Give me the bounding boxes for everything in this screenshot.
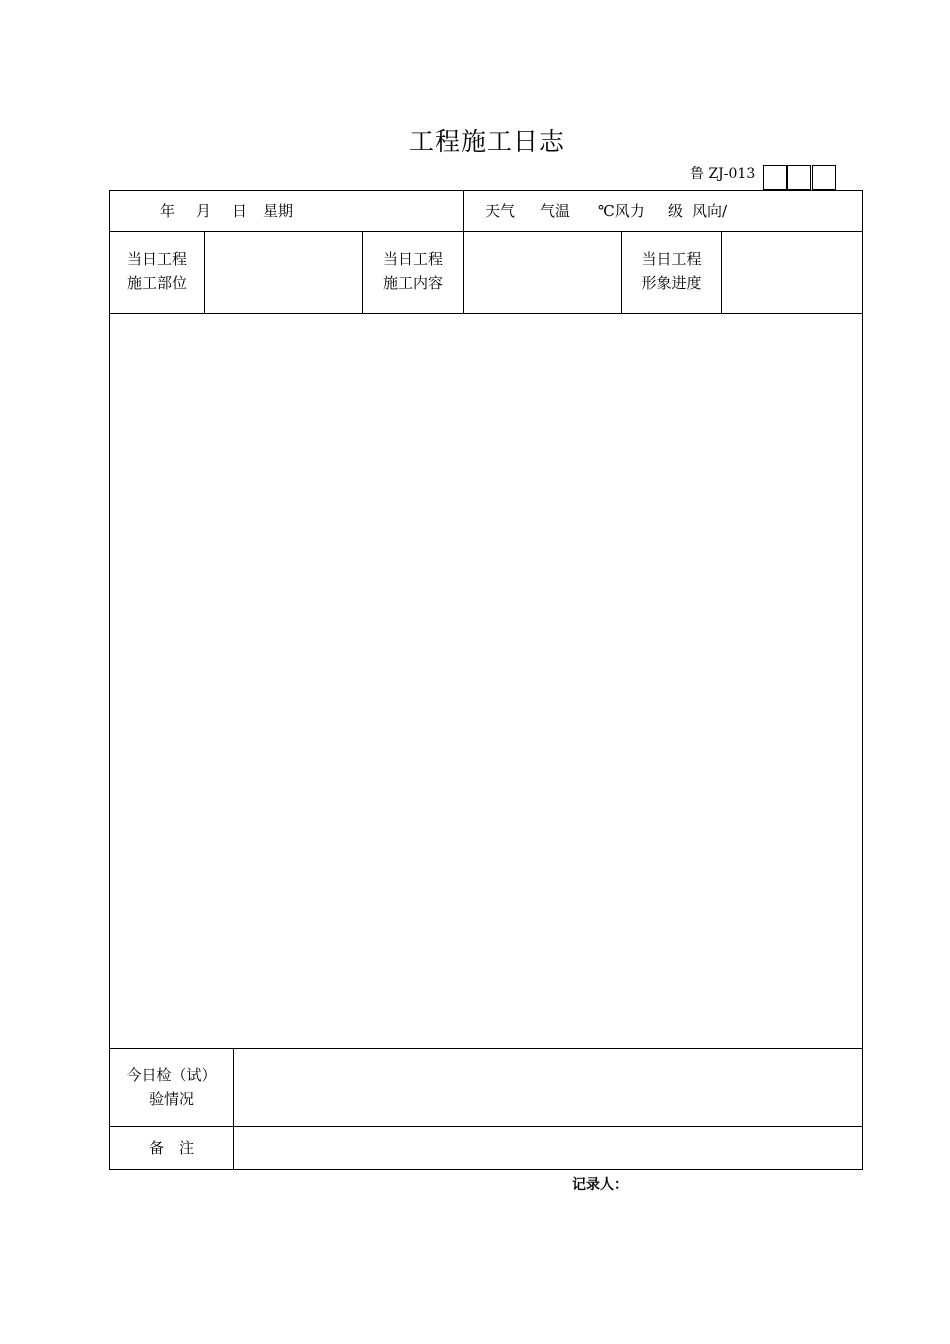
- inspection-label-line2: 验情况: [148, 1090, 194, 1108]
- row-divider-2: [109, 313, 863, 314]
- form-number-box-2[interactable]: [787, 165, 811, 190]
- daily-record-area[interactable]: [116, 320, 856, 1040]
- progress-label: [622, 247, 721, 295]
- weather-label: 天气: [485, 202, 516, 220]
- date-weekday-label: 星期: [263, 202, 294, 220]
- form-number-box-3[interactable]: [812, 165, 836, 190]
- temperature-label: 气温: [540, 202, 571, 220]
- celsius-wind-label: ℃风力: [598, 202, 645, 220]
- location-label: [110, 247, 204, 295]
- content-label: [363, 247, 463, 295]
- content-label-line1: 当日工程: [382, 250, 443, 268]
- table-bottom-border: [109, 1169, 863, 1170]
- col-divider-d: [721, 231, 722, 314]
- date-month-label: 月: [196, 202, 212, 220]
- content-field[interactable]: [469, 247, 617, 307]
- date-year-label: 年: [160, 202, 176, 220]
- table-right-border: [862, 190, 863, 1170]
- form-number-box-1[interactable]: [763, 165, 787, 190]
- location-label-line2: 施工部位: [126, 274, 187, 292]
- table-top-border: [109, 190, 863, 191]
- table-left-border: [109, 190, 110, 1170]
- location-field[interactable]: [210, 247, 358, 307]
- col-divider-a: [204, 231, 205, 314]
- inspection-field[interactable]: [240, 1055, 856, 1121]
- form-code: 鲁 ZJ-013: [690, 166, 756, 182]
- wind-level-label: 级: [668, 202, 684, 220]
- col-divider-bottom: [233, 1048, 234, 1170]
- inspection-label: [110, 1063, 233, 1111]
- remarks-label: 备 注: [148, 1139, 194, 1157]
- remarks-field[interactable]: [240, 1132, 856, 1164]
- row-divider-3: [109, 1048, 863, 1049]
- inspection-label-line1: 今日检（试）: [126, 1066, 217, 1084]
- location-label-line1: 当日工程: [126, 250, 187, 268]
- progress-field[interactable]: [727, 247, 857, 307]
- wind-direction-label: 风向/: [692, 202, 728, 220]
- content-label-line2: 施工内容: [382, 274, 443, 292]
- progress-label-line1: 当日工程: [641, 250, 702, 268]
- date-day-label: 日: [232, 202, 248, 220]
- row-divider-4: [109, 1126, 863, 1127]
- recorder-label: 记录人：: [572, 1177, 628, 1193]
- row-divider-1: [109, 231, 863, 232]
- col-divider-date-weather: [463, 190, 464, 314]
- progress-label-line2: 形象进度: [641, 274, 702, 292]
- page-title: 工程施工日志: [408, 127, 565, 156]
